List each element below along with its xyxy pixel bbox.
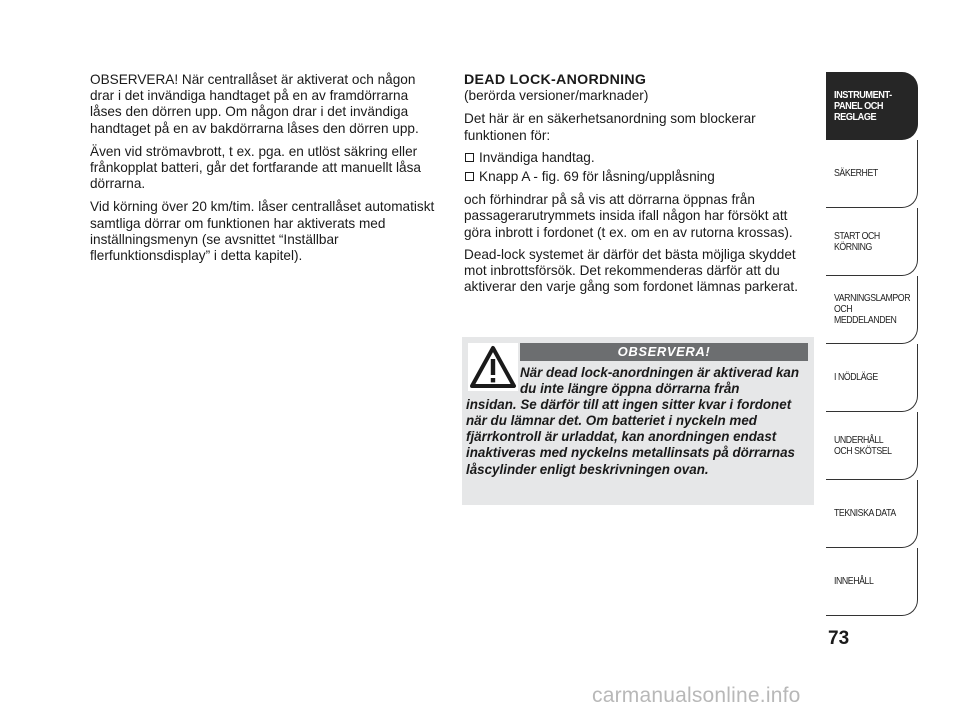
tab-label: UNDERHÅLL OCH SKÖTSEL: [834, 434, 892, 457]
warning-text-first: När dead lock-anordningen är aktiverad kan du inte längre öppna dörrarna från: [520, 365, 800, 397]
tab-tekniska-data[interactable]: [826, 480, 918, 548]
tab-innehall[interactable]: [826, 548, 918, 616]
tab-label: VARNINGSLAMPOR OCH MEDDELANDEN: [834, 293, 911, 326]
paragraph-prevent: och förhindrar på så vis att dörrarna öppnas från passagerarutrymmets insida ifall någon har försökt att göra inbrott i fordonet (t ex. om en av rutorna krossas).: [464, 192, 793, 240]
tab-label: INNEHÅLL: [834, 576, 874, 587]
warning-text-rest: insidan. Se därför till att ingen sitter kvar i fordonet när du lämnar det. Om batteriet i nyckeln med fjärrkontroll är urladdat, kan anordningen endast inaktiveras med nyckelns metallinsats på dörrarnas låscylinder enligt beskrivningen ovan.: [466, 397, 795, 477]
bullet-item-1: [464, 150, 816, 166]
intro-paragraph: Det här är en säkerhetsanordning som blockerar funktionen för:: [464, 111, 756, 143]
tab-i-nodlage[interactable]: [826, 344, 918, 412]
chapter-tabs: [826, 72, 918, 616]
left-paragraph-2: Även vid strömavbrott, t ex. pga. en utlöst säkring eller frånkopplat batteri, går det fortfarande att manuellt låsa dörrarna.: [90, 143, 421, 192]
tab-label: START OCH KÖRNING: [834, 230, 880, 253]
bullet-item-2: [464, 169, 816, 185]
tab-start-och-korning[interactable]: [826, 208, 918, 276]
tab-instrumentpanel[interactable]: [826, 72, 918, 140]
right-column: [464, 72, 816, 301]
left-paragraph-1: OBSERVERA! När centrallåset är aktiverat och någon drar i det invändiga handtaget på en av framdörrarna låses den dörren upp. Om någon drar i det invändiga handtaget på en av bakdörrarna låses den dörren upp.: [90, 72, 419, 136]
tab-varningslampor[interactable]: [826, 276, 918, 344]
tab-label: TEKNISKA DATA: [834, 508, 896, 519]
checkbox-bullet-icon: [465, 172, 474, 181]
page-number: 73: [828, 628, 850, 649]
tab-label: SÄKERHET: [834, 168, 878, 179]
watermark: carmanualsonline.info: [592, 684, 801, 707]
section-subheading: (berörda versioner/marknader): [464, 88, 649, 104]
left-paragraph-3: Vid körning över 20 km/tim. låser centrallåset automatiskt samtliga dörrar om funktionen har aktiverats med inställningsmenyn (se avsnittet “Inställbar flerfunktionsdisplay” i detta kapitel).: [90, 199, 435, 264]
warning-box: [462, 337, 814, 505]
bullet-text-2: Knapp A - fig. 69 för låsning/upplåsning: [479, 169, 715, 185]
paragraph-deadlock: Dead-lock systemet är därför det bästa möjliga skyddet mot inbrottsförsök. Det rekommenderas därför att du aktiverar den varje gång som fordonet lämnas parkerat.: [464, 246, 798, 295]
section-heading: DEAD LOCK-ANORDNING: [464, 72, 647, 88]
left-column: [90, 72, 442, 271]
tab-label: INSTRUMENT- PANEL OCH REGLAGE: [834, 89, 892, 123]
warning-text: [466, 365, 810, 478]
bullet-text-1: Invändiga handtag.: [479, 149, 595, 165]
tab-label: I NÖDLÄGE: [834, 372, 878, 383]
tab-sakerhet[interactable]: [826, 140, 918, 208]
checkbox-bullet-icon: [465, 153, 474, 162]
warning-title: OBSERVERA!: [520, 343, 808, 361]
tab-underhall[interactable]: [826, 412, 918, 480]
